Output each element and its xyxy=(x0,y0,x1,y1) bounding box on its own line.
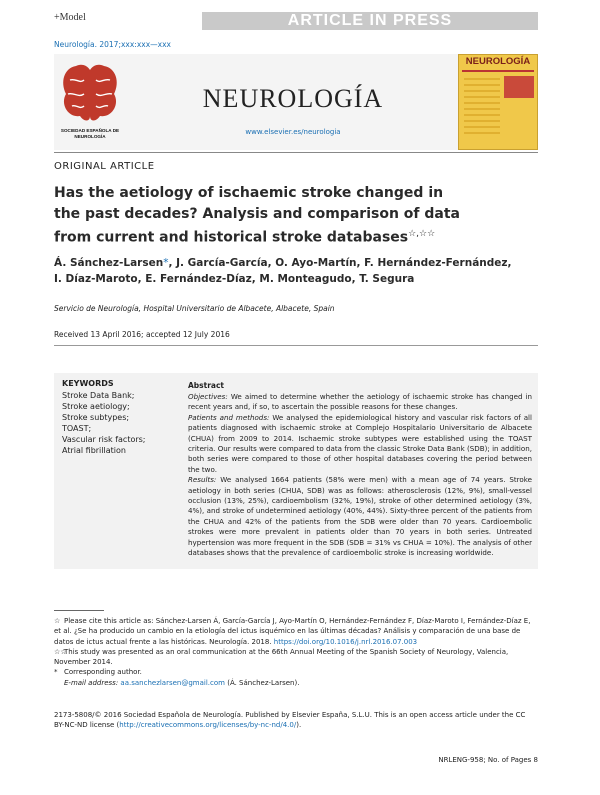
license-text-b: ). xyxy=(296,721,302,729)
objectives-text: We aimed to determine whether the aetiology of ischaemic stroke has changed in recent years and, if so, to ascertain the possible reasons for these changes. xyxy=(188,392,532,412)
footnote-2-mark: ☆☆ xyxy=(54,647,67,656)
doi-link[interactable]: https://doi.org/10.1016/j.nrl.2016.07.003 xyxy=(273,637,418,646)
article-title xyxy=(54,183,474,248)
results-label: Results: xyxy=(188,475,217,485)
keywords-heading: KEYWORDS xyxy=(62,379,114,388)
keyword-item: Stroke aetiology; xyxy=(62,402,130,411)
email-line xyxy=(54,678,538,688)
license-text-a: 2173-5808/© 2016 Sociedad Española de Neurología. Published by Elsevier España, S.L.U. This is an open access article under the CC BY-NC-ND license ( xyxy=(54,711,526,729)
objectives-label: Objectives: xyxy=(188,392,228,401)
keyword-item: Atrial fibrillation xyxy=(62,446,126,455)
license-url-link[interactable]: http://creativecommons.org/licenses/by-nc-nd/4.0/ xyxy=(119,721,297,729)
received-dates: Received 13 April 2016; accepted 12 July 2016 xyxy=(54,330,230,339)
article-title-text: Has the aetiology of ischaemic stroke changed in the past decades? Analysis and comparison of data from current and historical stroke databases xyxy=(54,185,460,246)
footnote-1-mark: ☆ xyxy=(54,617,61,625)
journal-url-link[interactable]: www.elsevier.es/neurologia xyxy=(245,128,341,136)
page-info: NRLENG-958; No. of Pages 8 xyxy=(438,756,538,764)
cover-lines xyxy=(464,78,500,138)
keyword-item: TOAST; xyxy=(62,424,92,433)
abstract-methods xyxy=(188,413,532,475)
article-type: ORIGINAL ARTICLE xyxy=(54,161,155,172)
email-label: E-mail address: xyxy=(64,678,119,687)
corresponding-author-mark[interactable]: * xyxy=(163,257,169,269)
abstract-heading: Abstract xyxy=(188,381,225,390)
cover-red-block xyxy=(504,76,534,98)
keyword-item: Vascular risk factors; xyxy=(62,435,146,444)
authors-line-1b: , J. García-García, O. Ayo-Martín, F. Hernández-Fernández, xyxy=(168,257,512,269)
dates-divider xyxy=(54,345,538,346)
email-link[interactable]: aa.sanchezlarsen@gmail.com xyxy=(120,678,225,687)
keywords-list xyxy=(62,390,146,456)
footnote-2 xyxy=(54,647,538,668)
abstract-objectives xyxy=(188,392,532,413)
footnote-3-text: Corresponding author. xyxy=(64,668,142,677)
author-list xyxy=(54,256,524,287)
cover-title: NEUROLOGÍA xyxy=(465,56,531,67)
footnote-2-text: This study was presented as an oral communication at the 66th Annual Meeting of the Spanish Society of Neurology, Valencia, November 2014. xyxy=(54,647,509,667)
cover-band xyxy=(462,70,534,72)
footnote-1-text: Please cite this article as: Sánchez-Larsen Á, García-García J, Ayo-Martín O, Hernández-Fernández F, Díaz-Maroto I, Fernández-Díaz E, et al. ¿Se ha producido un cambio en la etiología del ictus isquémico en las últimas décadas? Análisis y comparación de una base de datos de ictus actual frente a las históricas. Neurología. 2018. xyxy=(54,617,531,646)
model-tag: +Model xyxy=(54,12,86,23)
keyword-item: Stroke subtypes; xyxy=(62,413,130,422)
methods-label: Patients and methods: xyxy=(188,412,270,422)
abstract-body xyxy=(188,392,532,559)
license-statement xyxy=(54,710,538,730)
email-name: (Á. Sánchez-Larsen). xyxy=(224,678,300,687)
methods-text: We analysed the epidemiological history and vascular risk factors of all patients diagnosed with ischaemic stroke at Complejo Hospitalario Universitario de Albacete (CHUA) from 2009 to 2014. Ischaemic stroke subtypes were established using the TOAST criteria. Our results were compared to data from the classic Stroke Data Bank (SDB); in addition, both series were compared to those of other hospital databases covering the period between the two. xyxy=(188,412,532,474)
footnote-1 xyxy=(54,616,538,647)
journal-citation[interactable]: Neurología. 2017;xxx:xxx—xxx xyxy=(54,40,171,49)
article-in-press-banner: ARTICLE IN PRESS xyxy=(202,12,538,30)
abstract-results xyxy=(188,475,532,558)
results-text: We analysed 1664 patients (58% were men) with a mean age of 74 years. Stroke aetiology in both series (CHUA, SDB) was as follows: atherosclerosis (12%, 9%), small-vessel occlusion (13%, 25%), cardioembolism (32%, 19%), stroke of other determined aetiology (3%, 4%), and stroke of undetermined aetiology (40%, 44%). Sixty-three percent of the patients from the CHUA and 42% of the patients from the SDB were older than 70 years. Cardioembolic strokes were more prevalent in patients older than 70 years in both series. Untreated hypertension was more frequent in the SDB (SDB = 31% vs CHUA = 10%). The analysis of other databases shows that the prevalence of cardioembolic stroke is increasing worldwide. xyxy=(188,475,532,558)
title-footnote-marks[interactable]: ☆,☆☆ xyxy=(408,229,436,239)
footnote-divider xyxy=(54,610,104,611)
header-divider xyxy=(54,152,538,153)
footnotes xyxy=(54,616,538,688)
affiliation: Servicio de Neurología, Hospital Universitario de Albacete, Albacete, Spain xyxy=(54,304,335,313)
footnote-3-mark: * xyxy=(54,668,58,677)
authors-line-2: I. Díaz-Maroto, E. Fernández-Díaz, M. Monteagudo, T. Segura xyxy=(54,272,415,285)
keyword-item: Stroke Data Bank; xyxy=(62,391,135,400)
footnote-3 xyxy=(54,667,538,677)
journal-title: NEUROLOGÍA xyxy=(202,84,384,113)
authors-line-1a: Á. Sánchez-Larsen xyxy=(54,257,164,269)
society-logo-text: SOCIEDAD ESPAÑOLA DE NEUROLOGÍA xyxy=(60,128,120,139)
